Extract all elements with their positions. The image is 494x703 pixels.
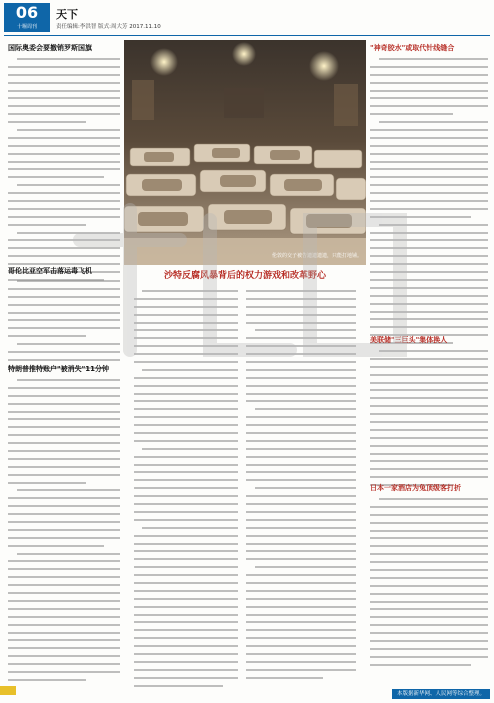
edition-meta: 责任编辑:李洪智 版式:周大芳 2017.11.10 [56, 24, 161, 30]
left-article-2-body [8, 280, 120, 375]
news-photo [124, 40, 366, 265]
right-article-1-body [370, 58, 488, 350]
right-article-1-title: "神奇胶水"或取代针线缝合 [370, 44, 455, 52]
page-number: 06 [4, 3, 50, 23]
left-article-1-title: 国际奥委会要撤销罗斯国旗 [8, 44, 92, 52]
footer-tab [0, 686, 16, 695]
photo-caption: 伦敦的交子被告遗遗遗遗，只能打地铺。 [271, 253, 362, 259]
center-article-body-col1 [134, 290, 238, 692]
left-article-3-body [8, 379, 120, 687]
source-note: 本版据新华网、人民网等综合整理。 [392, 689, 490, 699]
left-article-3-title: 特朗普推特账户"被消失"11分钟 [8, 365, 110, 373]
right-article-2-title: 美联储"三巨头"集体换人 [370, 336, 448, 344]
left-article-2-title: 哥伦比亚空军击落运毒飞机 [8, 267, 92, 275]
left-article-1-body [8, 58, 120, 287]
right-article-3-title: 日本一家酒店为兔顶级客打折 [370, 484, 461, 492]
center-article-body-col2 [246, 290, 356, 685]
header-rule [4, 35, 490, 36]
page-header [0, 0, 494, 34]
center-article-title: 沙特反腐风暴背后的权力游戏和改革野心 [163, 271, 326, 281]
right-article-3-body [370, 498, 488, 672]
right-article-2-body [370, 350, 488, 492]
section-title: 天下 [56, 8, 78, 21]
masthead: 十堰周刊 [4, 23, 50, 32]
